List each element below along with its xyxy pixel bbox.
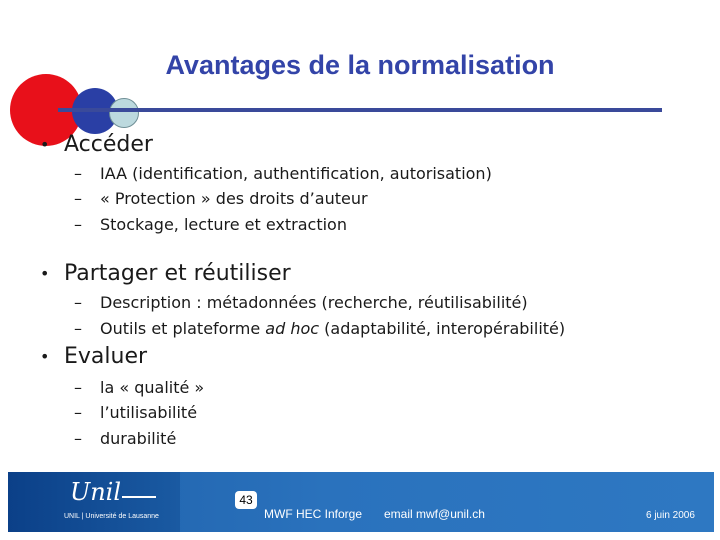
sub-item	[74, 164, 492, 183]
bullet-text: Accéder	[64, 132, 153, 157]
dash-marker: –	[74, 164, 82, 183]
footer-email: email mwf@unil.ch	[384, 507, 485, 521]
bullet-text: Partager et réutiliser	[64, 261, 291, 286]
sub-item	[74, 429, 176, 448]
sub-item	[74, 319, 565, 338]
sub-item-text: IAA (identification, authentification, autorisation)	[100, 164, 492, 183]
sub-item	[74, 293, 528, 312]
bullet-marker: •	[40, 135, 50, 154]
dash-marker: –	[74, 403, 82, 422]
footer-date: 6 juin 2006	[646, 510, 695, 521]
sub-item-text-italic: ad hoc	[265, 319, 320, 338]
sub-item	[74, 378, 204, 397]
bullet-evaluer	[40, 344, 147, 369]
sub-item-text: Description : métadonnées (recherche, réutilisabilité)	[100, 293, 528, 312]
bullet-marker: •	[40, 347, 50, 366]
bullet-marker: •	[40, 264, 50, 283]
footer-event: MWF HEC Inforge	[264, 507, 363, 521]
sub-item-text: Stockage, lecture et extraction	[100, 215, 347, 234]
unil-logo-word: Unil	[70, 478, 122, 506]
dash-marker: –	[74, 378, 82, 397]
sub-item-text: durabilité	[100, 429, 177, 448]
bullet-acceder	[40, 132, 153, 157]
dash-marker: –	[74, 293, 82, 312]
bullet-partager	[40, 261, 291, 286]
bullet-text: Evaluer	[64, 344, 148, 369]
dash-marker: –	[74, 215, 82, 234]
unil-logo-subtitle: UNIL | Université de Lausanne	[64, 513, 159, 520]
sub-item-text: l’utilisabilité	[100, 403, 198, 422]
sub-item-text: la « qualité »	[100, 378, 205, 397]
sub-item	[74, 403, 197, 422]
dash-marker: –	[74, 189, 82, 208]
sub-item	[74, 189, 368, 208]
dash-marker: –	[74, 319, 82, 338]
sub-item	[74, 215, 347, 234]
logo-swoosh	[122, 496, 156, 498]
light-blue-circle-decoration	[109, 98, 139, 128]
dash-marker: –	[74, 429, 82, 448]
title-underline	[58, 108, 662, 112]
sub-item-text-pre: Outils et plateforme	[100, 319, 266, 338]
slide-title: Avantages de la normalisation	[165, 50, 555, 80]
sub-item-text-post: (adaptabilité, interopérabilité)	[319, 319, 566, 338]
page-number: 43	[235, 491, 257, 509]
sub-item-text: « Protection » des droits d’auteur	[100, 189, 368, 208]
